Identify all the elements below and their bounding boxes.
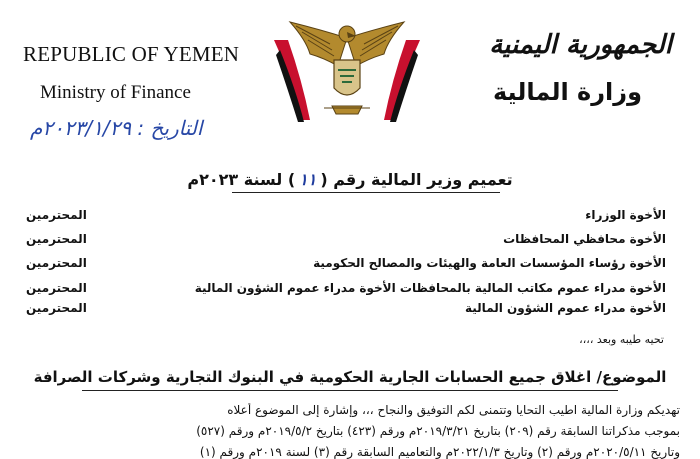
document-date: التاريخ : ٢٠٢٣/١/٢٩م [30,116,203,140]
yemen-eagle-emblem-icon [262,10,432,130]
ministry-name-ar: وزارة المالية [492,78,642,106]
honorific: المحترمين [26,301,87,315]
addressee: الأخوة محافظي المحافظات [503,232,666,246]
honorific: المحترمين [26,232,87,246]
body-line: تهديكم وزارة المالية اطيب التحايا وتتمنى لكم التوفيق والنجاح ،،، وإشارة إلى الموضوع أعلاه [227,403,680,417]
circular-number: ١١ [299,172,317,189]
addressee: الأخوة الوزراء [585,208,666,222]
subject-underline [82,390,618,391]
body-line: وتاريخ ٢٠٢٠/٥/١١م ورقم (٢) وتاريخ ٢٠٢٢/١/٣م والتعاميم السابقة رقم (٣) لسنة ٢٠١٩م ورقم (١) [199,445,680,459]
honorific: المحترمين [26,281,87,295]
country-name-ar: الجمهورية اليمنية [489,30,672,60]
addressee: الأخوة مدراء عموم الشؤون المالية [465,301,666,315]
body-line: بموجب مذكراتنا السابقة رقم (٢٠٩) بتاريخ ٢٠١٩/٣/٢١م ورقم (٤٢٣) بتاريخ ٢٠١٩/٥/٢م ورقم (٥٢٧) [196,424,680,438]
circular-title [0,170,700,190]
title-suffix: ) لسنة ٢٠٢٣م [187,170,296,189]
ministry-name-en: Ministry of Finance [40,82,191,103]
subject-line: الموضوع/ اغلاق جميع الحسابات الجارية الحكومية في البنوك التجارية وشركات الصرافة [33,368,667,386]
greeting: تحيه طيبه وبعد ،،،، [579,333,664,346]
title-prefix: تعميم وزير المالية رقم ( [320,170,513,189]
addressee: الأخوة رؤساء المؤسسات العامة والهيئات والمصالح الحكومية [313,256,666,270]
honorific: المحترمين [26,208,87,222]
title-underline [232,192,500,193]
addressee: الأخوة مدراء عموم مكاتب المالية بالمحافظات الأخوة مدراء عموم الشؤون المالية [194,281,666,295]
honorific: المحترمين [26,256,87,270]
country-name-en: REPUBLIC OF YEMEN [23,42,240,66]
